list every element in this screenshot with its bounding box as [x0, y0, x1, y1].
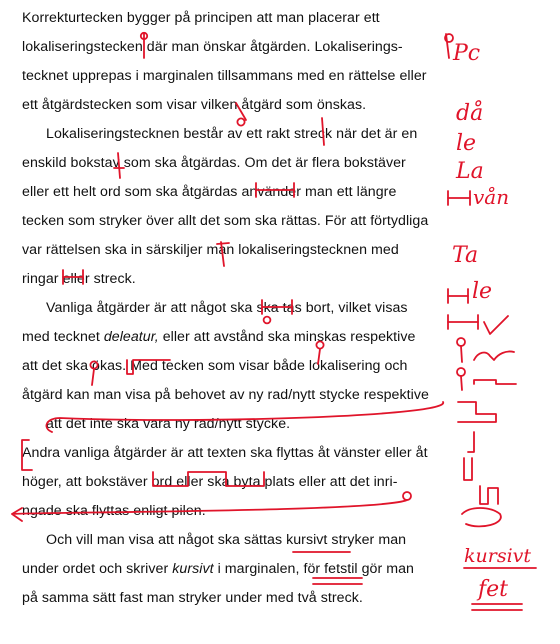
text-line-8: tecken som stryker över allt det som ska rättas. För att förtydliga: [22, 213, 429, 229]
text-line-16: Andra vanliga åtgärder är att texten ska flyttas åt vänster eller åt: [22, 445, 428, 461]
text-mark-line-11: [262, 300, 292, 323]
text-line-9: var rättelsen ska in särskiljer man lokaliseringstecknen med: [22, 242, 399, 258]
margin-pc-text: Pc: [453, 41, 481, 66]
margin-da: [456, 99, 483, 126]
margin-ej-ny-rad-mark: [468, 432, 474, 452]
text-mark-line-12: [316, 341, 323, 364]
margin-minska-mark: [457, 338, 514, 362]
text-line-4: ett åtgärdstecken som visar vilken åtgärd som önskas.: [22, 97, 367, 113]
text-mark-line-5: [322, 118, 324, 145]
margin-van: [448, 185, 509, 209]
text-line-15: att det inte ska vara ny rad/nytt stycke.: [46, 416, 291, 432]
text-mark-line-2: [141, 33, 147, 58]
kursivt-word: kursivt: [172, 561, 214, 577]
deleatur-word: deleatur,: [103, 329, 159, 345]
margin-fet: [472, 577, 522, 610]
margin-delete-mark: [448, 315, 508, 334]
margin-le2-text: le: [472, 279, 493, 304]
text-mark-line-17: [153, 472, 411, 500]
margin-flytta-vanster-mark: [464, 458, 472, 480]
margin-pc: [445, 34, 480, 66]
margin-la-text: La: [456, 159, 484, 184]
text-line-12-a: med tecknet: [22, 329, 104, 345]
text-line-12-c: eller att avstånd ska minskas respektive: [158, 329, 416, 345]
margin-pil-mark: [462, 508, 501, 526]
margin-kursivt-text: kursivt: [464, 545, 532, 567]
margin-fet-text: fet: [478, 577, 509, 602]
margin-le-text: le: [456, 131, 477, 156]
text-mark-line-20: [313, 578, 362, 584]
text-line-17: höger, att bokstäver ord eller ska byta plats eller att det inri-: [22, 474, 398, 490]
text-line-10: ringar eller streck.: [22, 271, 136, 287]
text-mark-line-13: [90, 360, 170, 385]
text-mark-line-4: [236, 103, 246, 126]
margin-ta: [452, 243, 478, 268]
text-line-2: lokaliseringstecken där man önskar åtgärden. Lokaliserings-: [22, 39, 403, 55]
text-mark-line-18: [12, 500, 407, 521]
margin-oka-mark: [457, 368, 516, 390]
text-line-20-a: under ordet och skriver: [22, 561, 173, 577]
text-mark-line-14: [46, 402, 443, 432]
text-mark-line-6: [114, 153, 124, 178]
text-mark-line-7: [256, 183, 294, 197]
text-line-5: Lokaliseringstecknen består av ett rakt streck när det är en: [46, 126, 418, 142]
margin-ny-rad-mark: [458, 402, 496, 422]
margin-van-text: vån: [473, 185, 510, 209]
text-line-21: på samma sätt fast man stryker under med två streck.: [22, 590, 363, 606]
text-line-11: Vanliga åtgärder är att något ska ska tas bort, vilket visas: [46, 300, 408, 316]
margin-flytta-hoger-mark: [480, 486, 498, 504]
text-line-14: åtgärd kan man visa på behovet av ny rad/nytt stycke respektive: [22, 387, 429, 403]
margin-ta-text: Ta: [452, 243, 479, 268]
text-line-18: ngade ska flyttas enligt pilen.: [22, 503, 206, 519]
text-line-6: enskild bokstav som ska åtgärdas. Om det är flera bokstäver: [22, 155, 406, 171]
margin-da-text: då: [456, 101, 484, 126]
margin-le: [456, 131, 476, 156]
text-mark-line-10: [63, 270, 83, 284]
text-line-3: tecknet upprepas i marginalen tillsammans med en rättelse eller: [22, 68, 427, 84]
margin-kursivt: [464, 545, 536, 568]
text-line-1: Korrekturtecken bygger på principen att man placerar ett: [22, 10, 380, 26]
text-mark-line-9: [217, 242, 229, 266]
margin-le2: [448, 279, 492, 304]
text-line-13: att det ska ökas. Med tecken som visar både lokalisering och: [22, 358, 408, 374]
text-mark-line-16: [22, 440, 32, 470]
margin-la: [455, 159, 484, 184]
text-line-19: Och vill man visa att något ska sättas kursivt stryker man: [46, 532, 407, 548]
text-line-7: eller ett helt ord som ska åtgärdas använder man ett längre: [22, 184, 397, 200]
text-line-20-c: i marginalen, för fetstil gör man: [213, 561, 415, 577]
